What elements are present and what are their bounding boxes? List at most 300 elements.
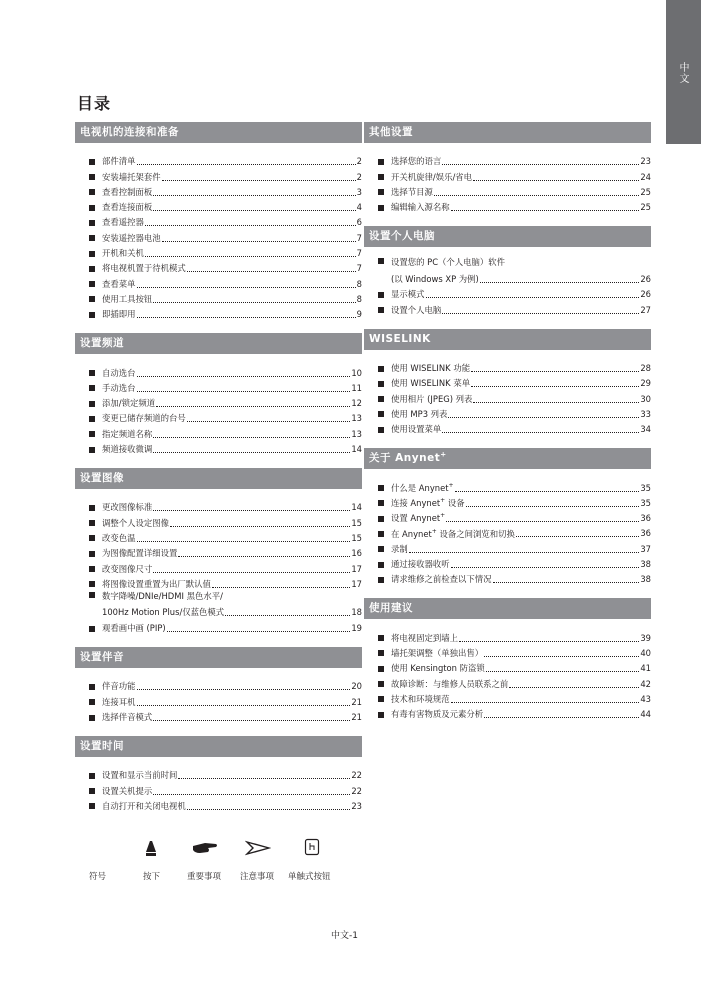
dot-leader (484, 656, 639, 657)
toc-entry-text: 故障诊断：与维修人员联系之前 (391, 678, 509, 689)
toc-entry[interactable] (89, 619, 362, 634)
toc-entry[interactable] (378, 167, 651, 182)
toc-entry[interactable] (89, 259, 362, 274)
toc-entry-text: 调整个人设定图像 (102, 517, 169, 528)
toc-page-number: 17 (351, 563, 362, 574)
toc-entry[interactable] (89, 797, 362, 812)
toc-entry[interactable] (378, 389, 651, 404)
language-tab[interactable] (666, 0, 701, 144)
square-bullet-icon (89, 159, 95, 165)
dot-leader (145, 225, 356, 226)
toc-entry-text: 安装墙托架套件 (102, 171, 161, 182)
toc-page-number: 21 (351, 712, 362, 723)
toc-entry[interactable] (89, 544, 362, 559)
toc-entry[interactable] (378, 359, 651, 374)
toc-entry-label (391, 305, 441, 316)
dot-leader (137, 705, 351, 706)
toc-entry-line-1 (89, 590, 362, 603)
section-spacer (364, 213, 651, 226)
square-bullet-icon (378, 381, 384, 387)
toc-entry[interactable] (378, 659, 651, 674)
dot-leader (471, 386, 639, 387)
toc-entry-label (102, 533, 136, 544)
toc-entry-text: 墙托架调整（单独出售） (391, 647, 484, 658)
toc-entry[interactable] (378, 644, 651, 659)
section-spacer (75, 634, 362, 647)
toc-list (364, 469, 651, 585)
toc-entry[interactable] (89, 183, 362, 198)
toc-page-number: 2 (356, 171, 362, 182)
toc-page-number: 21 (351, 696, 362, 707)
square-bullet-icon (89, 251, 95, 257)
toc-entry-text: 使用相片 (JPEG) 列表 (391, 393, 473, 404)
toc-entry-label (391, 424, 441, 435)
toc-list (364, 247, 651, 316)
square-bullet-icon (89, 205, 95, 211)
dot-leader (442, 164, 639, 165)
square-bullet-icon (378, 666, 384, 672)
toc-entry[interactable] (89, 708, 362, 723)
toc-entry-text: 设置关机提示 (102, 785, 153, 796)
toc-page-number: 14 (351, 444, 362, 455)
section-spacer (364, 316, 651, 329)
toc-entry-label (102, 233, 161, 244)
toc-entry-text: 设置和显示当前时间 (102, 770, 178, 781)
toc-entry[interactable] (89, 363, 362, 378)
toc-entry[interactable] (378, 183, 651, 198)
toc-list (75, 354, 362, 455)
toc-entry[interactable] (89, 305, 362, 320)
toc-entry-label (391, 363, 470, 374)
toc-entry-line-2 (378, 270, 651, 285)
toc-entry-label (391, 663, 485, 674)
page-title: 目录 (77, 94, 112, 113)
toc-entry-label (102, 294, 152, 305)
toc-page-number: 15 (351, 517, 362, 528)
dot-leader (451, 210, 640, 211)
toc-entry-label (102, 217, 144, 228)
toc-entry-label (391, 574, 492, 585)
toc-page-number: 12 (351, 398, 362, 409)
toc-entry[interactable] (89, 424, 362, 439)
toc-list (75, 489, 362, 634)
legend-label-one-touch: 单触式按钮 (288, 872, 331, 882)
dot-leader (153, 210, 355, 211)
toc-entry[interactable] (89, 167, 362, 182)
section-title: 电视机的连接和准备 (80, 126, 179, 138)
toc-entry-text: 连接 Anynet (391, 497, 441, 508)
toc-entry-text: 设置您的 PC（个人电脑）软件 (391, 257, 506, 268)
square-bullet-icon (89, 551, 95, 557)
legend-label-note: 注意事项 (240, 872, 275, 882)
toc-entry-line-2 (89, 603, 362, 618)
toc-entry-text: 选择您的语言 (391, 156, 442, 167)
toc-entry[interactable] (378, 300, 651, 315)
square-bullet-icon (378, 307, 384, 313)
toc-entry-text: 自动打开和关闭电视机 (102, 800, 186, 811)
toc-entry-label (102, 502, 152, 513)
dot-leader (153, 572, 350, 573)
toc-entry[interactable] (89, 575, 362, 590)
toc-page-number: 2 (356, 156, 362, 167)
toc-entry-text: 将图像设置重置为出厂默认值 (102, 578, 211, 589)
toc-entry[interactable] (89, 290, 362, 305)
square-bullet-icon (89, 266, 95, 272)
toc-entry-text: 选择节目源 (391, 186, 433, 197)
toc-page-number: 6 (356, 217, 362, 228)
toc-entry-text: 更改图像标准 (102, 502, 153, 513)
toc-entry-label (102, 368, 136, 379)
superscript-plus: + (440, 512, 446, 520)
toc-entry-text: 频道接收微调 (102, 444, 153, 455)
toc-entry-text: 查看菜单 (102, 278, 136, 289)
toc-entry[interactable] (89, 409, 362, 424)
toc-entry[interactable] (89, 590, 362, 619)
square-bullet-icon (89, 715, 95, 721)
toc-page-number: 22 (351, 785, 362, 796)
square-bullet-icon (89, 370, 95, 376)
toc-entry-label (391, 156, 441, 167)
toc-entry-label (391, 510, 445, 524)
toc-entry[interactable] (89, 498, 362, 513)
toc-page-number: 36 (640, 528, 651, 539)
dot-leader (137, 287, 356, 288)
toc-page-number: 13 (351, 428, 362, 439)
section-header (364, 448, 651, 469)
toc-entry[interactable] (89, 152, 362, 167)
toc-list (75, 668, 362, 723)
legend-label-press: 按下 (143, 872, 161, 882)
dot-leader (409, 552, 640, 553)
dot-leader (153, 195, 355, 196)
toc-entry[interactable] (378, 690, 651, 705)
toc-entry[interactable] (378, 539, 651, 554)
dot-leader (442, 313, 639, 314)
toc-entry-label (102, 591, 223, 602)
toc-page-number: 25 (640, 202, 651, 213)
square-bullet-icon (378, 396, 384, 402)
toc-page-number: 14 (351, 502, 362, 513)
square-bullet-icon (378, 205, 384, 211)
toc-page-number: 28 (640, 363, 651, 374)
toc-entry-label (102, 202, 152, 213)
toc-entry-text: 数字降噪/DNIe/HDMI 黑色水平/ (102, 590, 223, 601)
toc-entry-text: 为图像配置详细设置 (102, 548, 178, 559)
toc-entry-label (102, 309, 136, 320)
toc-page-number: 37 (640, 543, 651, 554)
press-icon (136, 836, 166, 858)
dot-leader (426, 297, 640, 298)
superscript-plus: + (440, 497, 446, 505)
square-bullet-icon (378, 562, 384, 568)
toc-page-number: 7 (356, 232, 362, 243)
one-touch-button-icon (297, 836, 327, 858)
toc-entry-text: 将电视固定到墙上 (391, 632, 458, 643)
toc-entry[interactable] (378, 374, 651, 389)
toc-entry[interactable] (89, 440, 362, 455)
dot-leader (480, 282, 640, 283)
section-header (75, 468, 362, 489)
toc-entry-text: 将电视机置于待机模式 (102, 263, 186, 274)
toc-entry-text: 自动选台 (102, 367, 136, 378)
dot-leader (451, 702, 640, 703)
square-bullet-icon (89, 296, 95, 302)
square-bullet-icon (378, 696, 384, 702)
toc-entry[interactable] (378, 152, 651, 167)
toc-entry-text-continued: (以 Windows XP 为例) (391, 273, 479, 284)
toc-page-number: 26 (640, 273, 651, 284)
toc-entry[interactable] (378, 524, 651, 539)
dot-leader (434, 195, 639, 196)
toc-page-number: 13 (351, 413, 362, 424)
toc-entry-text: 手动选台 (102, 382, 136, 393)
toc-entry-label (102, 429, 152, 440)
square-bullet-icon (378, 159, 384, 165)
dot-leader (212, 587, 350, 588)
toc-entry-text-continued: 100Hz Motion Plus/仅蓝色模式 (102, 607, 225, 618)
toc-entry-label (391, 202, 450, 213)
toc-entry-text: 观看画中画 (PIP) (102, 623, 166, 634)
toc-page-number: 41 (640, 663, 651, 674)
toc-entry[interactable] (378, 256, 651, 285)
toc-entry-text: 伴音功能 (102, 681, 136, 692)
toc-entry[interactable] (378, 405, 651, 420)
toc-entry-text: 技术和环境规范 (391, 693, 450, 704)
dot-leader (137, 689, 351, 690)
dot-leader (451, 567, 640, 568)
square-bullet-icon (378, 546, 384, 552)
dot-leader (471, 371, 639, 372)
dot-leader (509, 687, 639, 688)
dot-leader (187, 809, 351, 810)
toc-entry-text: 录制 (391, 543, 408, 554)
square-bullet-icon (89, 312, 95, 318)
square-bullet-icon (89, 189, 95, 195)
toc-entry[interactable] (89, 228, 362, 243)
square-bullet-icon (378, 681, 384, 687)
section-header (364, 598, 651, 619)
toc-entry[interactable] (89, 692, 362, 707)
square-bullet-icon (378, 292, 384, 298)
square-bullet-icon (89, 281, 95, 287)
square-bullet-icon (89, 699, 95, 705)
dot-leader (493, 582, 640, 583)
square-bullet-icon (89, 431, 95, 437)
toc-entry-label (102, 770, 177, 781)
dot-leader (153, 720, 350, 721)
superscript-plus: + (448, 481, 454, 489)
toc-page-number: 4 (356, 202, 362, 213)
toc-entry-label (102, 156, 136, 167)
dot-leader (145, 256, 356, 257)
section-spacer (364, 435, 651, 448)
toc-entry-text: 使用 Kensington 防盗锁 (391, 663, 485, 674)
section-spacer (75, 455, 362, 468)
toc-entry-text: 使用设置菜单 (391, 424, 442, 435)
toc-entry[interactable] (378, 674, 651, 689)
important-icon (190, 836, 220, 858)
toc-entry-label (102, 518, 169, 529)
toc-page-number: 3 (356, 186, 362, 197)
toc-entry-text: 查看遥控器 (102, 217, 144, 228)
section-spacer (75, 723, 362, 736)
toc-entry-label (102, 263, 186, 274)
toc-entry[interactable] (89, 677, 362, 692)
toc-page-number: 44 (640, 709, 651, 720)
toc-entry-label (391, 544, 408, 555)
square-bullet-icon (378, 427, 384, 433)
toc-entry-label (391, 633, 458, 644)
note-icon (243, 836, 273, 858)
toc-page-number: 16 (351, 548, 362, 559)
toc-entry-text: 添加/锁定频道 (102, 398, 156, 409)
toc-entry[interactable] (378, 570, 651, 585)
toc-page-number: 38 (640, 559, 651, 570)
dot-leader (167, 631, 351, 632)
toc-entry[interactable] (89, 198, 362, 213)
toc-entry-text: 什么是 Anynet (391, 482, 449, 493)
toc-page-number: 24 (640, 171, 651, 182)
dot-leader (473, 180, 639, 181)
toc-page-number: 7 (356, 248, 362, 259)
square-bullet-icon (378, 531, 384, 537)
section-title: 设置时间 (80, 740, 124, 753)
section-header (75, 122, 362, 143)
toc-entry[interactable] (89, 274, 362, 289)
section-header (364, 329, 651, 350)
toc-entry[interactable] (89, 244, 362, 259)
dot-leader (486, 671, 640, 672)
toc-entry-label (102, 398, 155, 409)
toc-entry-text: 在 Anynet (391, 528, 432, 539)
dot-leader (473, 402, 639, 403)
section-title: 设置个人电脑 (369, 230, 435, 243)
toc-entry-text: 使用工具按钮 (102, 293, 153, 304)
toc-entry-label (102, 548, 177, 559)
toc-page-number: 10 (351, 367, 362, 378)
toc-entry[interactable] (89, 513, 362, 528)
dot-leader (466, 506, 640, 507)
toc-list (364, 143, 651, 213)
toc-entry[interactable] (89, 766, 362, 781)
toc-entry-label (102, 248, 144, 259)
toc-page-number: 35 (640, 482, 651, 493)
toc-list (364, 619, 651, 720)
dot-leader (137, 164, 356, 165)
toc-entry-label (391, 526, 515, 540)
toc-page-number: 27 (640, 304, 651, 315)
square-bullet-icon (89, 505, 95, 511)
toc-page-number: 26 (640, 289, 651, 300)
dot-leader (156, 406, 350, 407)
toc-entry[interactable] (378, 494, 651, 509)
toc-entry-line-1 (378, 256, 651, 269)
toc-page-number: 9 (356, 309, 362, 320)
square-bullet-icon (378, 516, 384, 522)
toc-entry[interactable] (378, 198, 651, 213)
dot-leader (153, 437, 350, 438)
toc-entry-label (391, 559, 450, 570)
toc-entry-label (391, 480, 454, 494)
toc-entry[interactable] (378, 420, 651, 435)
toc-entry[interactable] (378, 555, 651, 570)
dot-leader (137, 376, 351, 377)
toc-entry-label (391, 257, 505, 268)
toc-list (364, 350, 651, 435)
language-tab-label: 中文 (677, 62, 688, 84)
toc-page-number: 22 (351, 770, 362, 781)
section-header (75, 647, 362, 668)
dot-leader (162, 180, 356, 181)
square-bullet-icon (378, 189, 384, 195)
toc-page-number: 36 (640, 513, 651, 524)
dot-leader (170, 526, 350, 527)
toc-entry-label (102, 444, 152, 455)
dot-leader (459, 641, 639, 642)
toc-entry[interactable] (89, 781, 362, 796)
square-bullet-icon (89, 803, 95, 809)
section-header (364, 122, 651, 143)
toc-entry-label (102, 413, 186, 424)
square-bullet-icon (89, 235, 95, 241)
toc-entry-text: 使用 WISELINK 菜单 (391, 378, 471, 389)
toc-entry-label (102, 187, 152, 198)
toc-entry[interactable] (89, 529, 362, 544)
dot-leader (178, 778, 350, 779)
toc-entry-label (391, 495, 465, 509)
toc-entry[interactable] (378, 705, 651, 720)
square-bullet-icon (378, 577, 384, 583)
toc-entry-text: 变更已储存频道的台号 (102, 413, 186, 424)
toc-entry-text: 有毒有害物质及元素分析 (391, 709, 484, 720)
section-title: 其他设置 (369, 126, 413, 138)
dot-leader (162, 241, 356, 242)
right-column (364, 122, 651, 720)
dot-leader (484, 717, 639, 718)
toc-entry[interactable] (89, 394, 362, 409)
toc-entry[interactable] (89, 213, 362, 228)
toc-entry-text: 设置个人电脑 (391, 304, 442, 315)
dot-leader (137, 541, 351, 542)
toc-page-number: 7 (356, 263, 362, 274)
square-bullet-icon (378, 650, 384, 656)
toc-entry[interactable] (378, 628, 651, 643)
toc-entry-text: 设置 Anynet (391, 513, 441, 524)
toc-entry[interactable] (89, 379, 362, 394)
toc-page-number: 20 (351, 681, 362, 692)
toc-entry-label (391, 709, 483, 720)
toc-entry-text: 选择伴音模式 (102, 712, 153, 723)
toc-entry[interactable] (378, 478, 651, 493)
toc-page-number: 42 (640, 678, 651, 689)
toc-entry-label (391, 187, 433, 198)
toc-entry[interactable] (378, 509, 651, 524)
toc-page-number: 35 (640, 497, 651, 508)
toc-page-number: 17 (351, 578, 362, 589)
toc-entry[interactable] (378, 285, 651, 300)
section-title-superscript: + (440, 450, 447, 459)
legend-label-important: 重要事项 (187, 872, 222, 882)
toc-page-number: 33 (640, 408, 651, 419)
toc-entry-text: 开机和关机 (102, 248, 144, 259)
toc-entry-label (102, 623, 166, 634)
toc-page-number: 40 (640, 647, 651, 658)
left-column (75, 122, 362, 812)
square-bullet-icon (89, 684, 95, 690)
section-title: WISELINK (369, 332, 431, 345)
toc-entry[interactable] (89, 559, 362, 574)
dot-leader (225, 615, 350, 616)
